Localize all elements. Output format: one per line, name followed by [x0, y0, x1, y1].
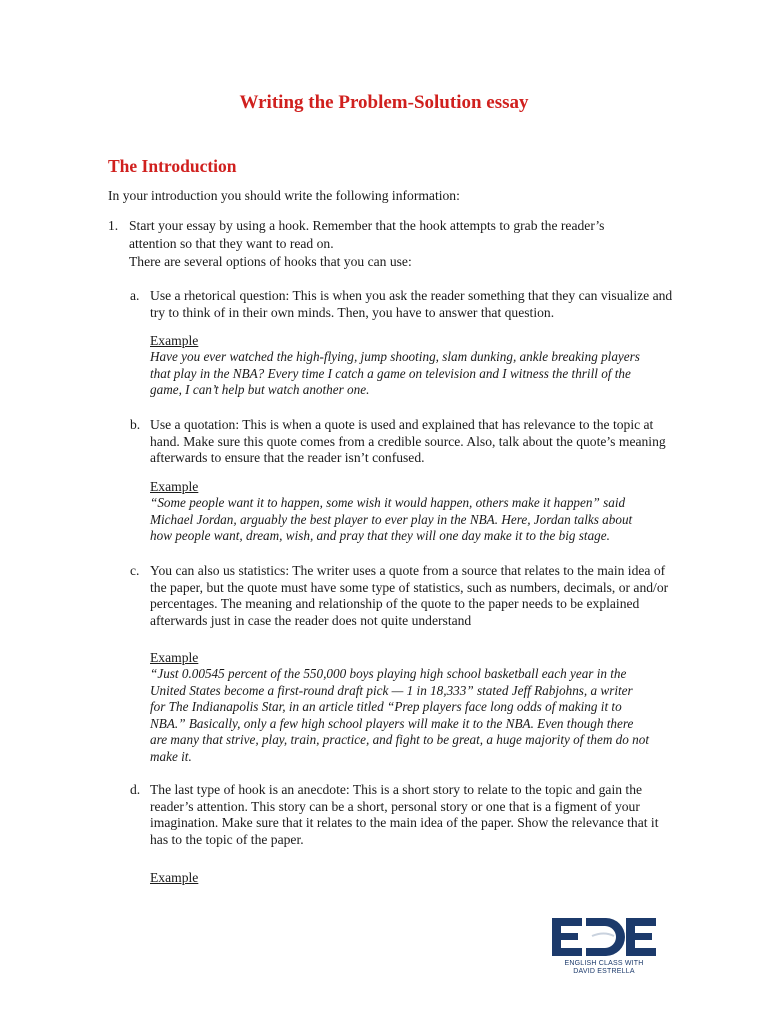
example-text: “Some people want it to happen, some wish it would happen, others make it happen” said Michael Jordan, arguably the best player to ever play in the NBA. Here, Jordan talks about how people want, dream, wish, and pray that they will one day make it to the big stage.	[150, 495, 633, 543]
hook-item-b	[130, 417, 675, 467]
list-marker: c.	[130, 563, 140, 578]
hook-item-d	[130, 782, 675, 848]
page-title: Writing the Problem-Solution essay	[239, 92, 529, 113]
ece-logo-mark	[548, 912, 660, 960]
list-marker: a.	[130, 288, 140, 303]
hook-description: Use a rhetorical question: This is when you ask the reader something that they can visualize and try to think of in their own minds. Then, you have to answer that question.	[150, 288, 673, 320]
hook-description: You can also us statistics: The writer uses a quote from a source that relates to the main idea of the paper, but the quote must have some type of statistics, such as numbers, decimals, or and/or percentages. The meaning and relationship of the quote to the paper needs to be explained afterwards just in case the reader does not quite understand	[150, 563, 669, 628]
item-line: There are several options of hooks that you can use:	[129, 254, 412, 269]
item-line: Start your essay by using a hook. Remember that the hook attempts to grab the reader’s	[129, 218, 605, 233]
example-label: Example	[150, 870, 199, 885]
logo-caption-line-1: ENGLISH CLASS WITH	[564, 960, 644, 967]
logo-caption-line-2: DAVID ESTRELLA	[573, 968, 635, 975]
hook-description: Use a quotation: This is when a quote is used and explained that has relevance to the topic at hand. Make sure this quote comes from a credible source. Also, talk about the quote’s meaning afterwards to ensure that the reader isn’t confused.	[150, 417, 666, 465]
item-line: attention so that they want to read on.	[129, 236, 334, 251]
example-text: Have you ever watched the high-flying, jump shooting, slam dunking, ankle breaking players that play in the NBA? Every time I catch a game on television and I witness the thrill of the game, I can’t help but watch another one.	[150, 349, 640, 397]
list-marker: 1.	[108, 218, 119, 233]
list-marker: b.	[130, 417, 141, 432]
example-label: Example	[150, 650, 199, 665]
list-marker: d.	[130, 782, 141, 797]
intro-paragraph: In your introduction you should write the following information:	[108, 188, 460, 203]
hook-item-c	[130, 563, 675, 629]
example-text: “Just 0.00545 percent of the 550,000 boys playing high school basketball each year in the United States become a first-round draft pick — 1 in 18,333” stated Jeff Rabjohns, a writer for The Indianapolis Star, in an article titled “Prep players face long odds of making it to NBA.” Basically, only a few high school players will make it to the NBA. Even though there are many that strive, play, train, practice, and fight to be great, a huge majority of them do not make it.	[150, 666, 649, 764]
numbered-item-1	[108, 217, 668, 271]
hook-description: The last type of hook is an anecdote: This is a short story to relate to the topic and gain the reader’s attention. This story can be a short, personal story or one that is a figment of your imagination. Make sure that it relates to the main idea of the paper. Show the relevance that it has to the topic of the paper.	[150, 782, 659, 847]
example-label: Example	[150, 479, 199, 494]
section-heading: The Introduction	[108, 156, 237, 176]
example-label: Example	[150, 333, 199, 348]
hook-item-a	[130, 288, 675, 321]
